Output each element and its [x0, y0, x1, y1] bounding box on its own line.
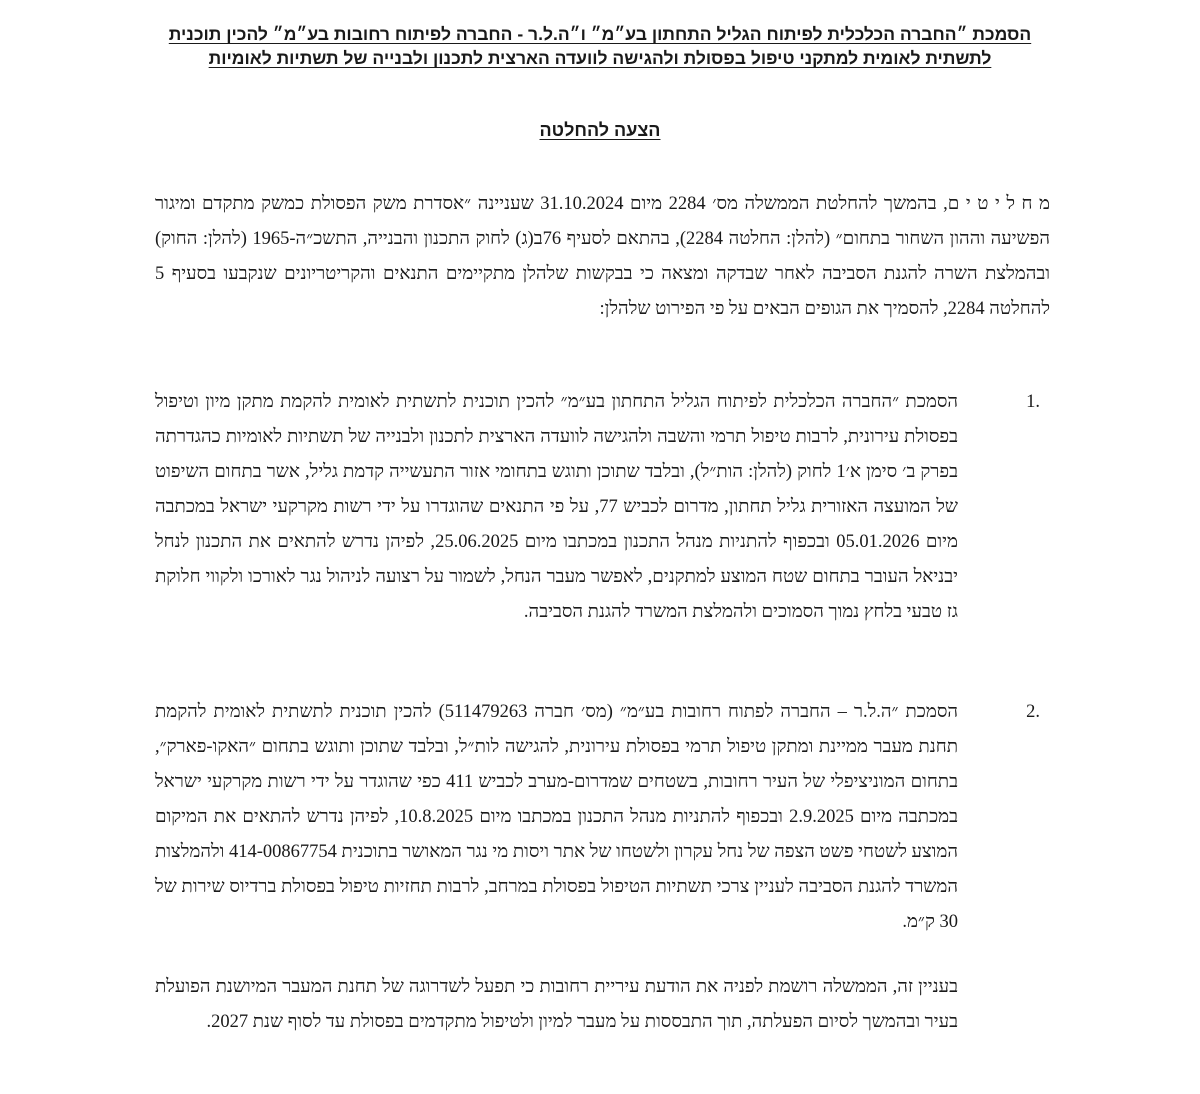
document-subtitle: הצעה להחלטה	[539, 120, 661, 140]
list-item	[155, 695, 1040, 970]
list-item-number: 1.	[1026, 392, 1040, 412]
document-title: הסמכת ״החברה הכלכלית לפיתוח הגליל התחתון בע״מ״ ו״ה.ל.ר - החברה לפיתוח רחובות בע״מ״ להכין תוכנית לתשתית לאומית למתקני טיפול בפסולת ולהגישה לוועדה הארצית לתכנון ולבנייה של תשתיות לאומיות	[168, 24, 1032, 68]
list-item-number: 2.	[1026, 702, 1040, 722]
list-item-text: הסמכת ״ה.ל.ר – החברה לפתוח רחובות בע״מ״ (מס׳ חברה 511479263) להכין תוכנית לתשתית לאומית להקמת תחנת מעבר ממיינת ומתקן טיפול תרמי בפסולת עירונית, להגישה לות״ל, ובלבד שתוכן ותוגש בתחום ״האקו-פארק״, בתחום המוניציפלי של העיר רחובות, בשטחים שמדרום-מערב לכביש 411 כפי שהוגדר על ידי רשות מקרקעי ישראל במכתבה מיום 2.9.2025 ובכפוף להתניות מנהל התכנון במכתבו מיום 10.8.2025, לפיהן נדרש להתאים את המיקום המוצע לשטחי פשט הצפה של נחל עקרון ולשטחו של אתר ויסות מי נגר המאושר בתוכנית 414-00867754 ולהמלצות המשרד להגנת הסביבה לעניין צרכי תשתיות הטיפול בפסולת במרחב, לרבות תחזיות טיפול בפסולת ברדיוס שירות של 30 ק״מ.	[155, 702, 959, 932]
intro-paragraph: מ ח ל י ט י ם, בהמשך להחלטת הממשלה מס׳ 2284 מיום 31.10.2024 שעניינה ״אסדרת משק הפסולת כמשק מתקדם ומיגור הפשיעה וההון השחור בתחום״ (להלן: החלטה 2284), בהתאם לסעיף 76ב(ג) לחוק התכנון והבנייה, התשכ״ה-1965 (להלן: החוק) ובהמלצת השרה להגנת הסביבה לאחר שבדקה ומצאה כי בבקשות שלהלן מתקיימים התנאים והקריטריונים שנקבעו בסעיף 5 להחלטה 2284, להסמיך את הגופים הבאים על פי הפירוט שלהלן:	[155, 194, 1050, 319]
closing-paragraph: בעניין זה, הממשלה רושמת לפניה את הודעת עיריית רחובות כי תפעל לשדרוגה של תחנת המעבר המיושנת הפועלת בעיר ובהמשך לסיום הפעלתה, תוך התבססות על מעבר למיון ולטיפול מתקדמים בפסולת עד לסוף שנת 2027.	[155, 977, 958, 1032]
list-item-text: הסמכת ״החברה הכלכלית לפיתוח הגליל התחתון בע״מ״ להכין תוכנית לתשתית לאומית להקמת מתקן מיון וטיפול בפסולת עירונית, לרבות טיפול תרמי והשבה ולהגישה לוועדה הארצית לתכנון ולבנייה של תשתיות לאומיות כהגדרתה בפרק ב׳ סימן א׳1 לחוק (להלן: הות״ל), ובלבד שתוכן ותוגש בתחומי אזור התעשייה קדמת גליל, אשר בתחום השיפוט של המועצה האזורית גליל תחתון, מדרום לכביש 77, על פי התנאים שהוגדרו על ידי רשות מקרקעי ישראל במכתבה מיום 05.01.2026 ובכפוף להתניות מנהל התכנון במכתבו מיום 25.06.2025, לפיהן נדרש להתאים את התכנון לנחל יבניאל העובר בתחום שטח המוצע למתקנים, לאפשר מעבר הנחל, לשמור על רצועה לניהול נגר לאורכו ולקווי חלוקת גז טבעי בלחץ נמוך הסמוכים ולהמלצת המשרד להגנת הסביבה.	[155, 392, 958, 622]
list-item	[155, 385, 1040, 695]
